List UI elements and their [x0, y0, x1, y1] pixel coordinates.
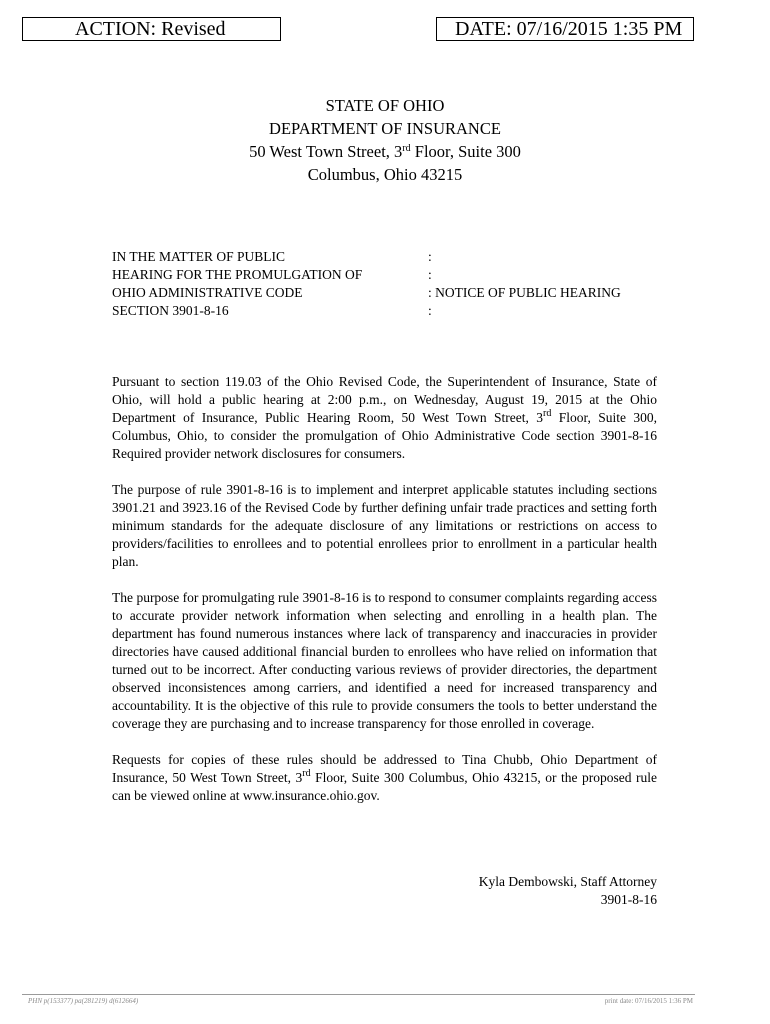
- date-label: DATE: 07/16/2015 1:35 PM: [455, 18, 683, 40]
- paragraph-rule-purpose: The purpose of rule 3901-8-16 is to implement and interpret applicable statutes including sections 3901.21 and 3923.16 of the Revised Code by further defining unfair trade practices and setting forth minimum standards for the adequate disclosure of any limitations or restrictions on access to providers/facilities to enrollees and to potential enrollees prior to enrollment in a particular health plan.: [112, 482, 657, 569]
- letterhead: [0, 94, 770, 186]
- caption-line: IN THE MATTER OF PUBLIC: [112, 249, 286, 264]
- footer-divider: [22, 994, 695, 995]
- signature-block: [400, 873, 657, 909]
- case-caption-right: [428, 248, 621, 320]
- caption-separator: :: [428, 249, 432, 264]
- department-name: DEPARTMENT OF INSURANCE: [269, 119, 501, 138]
- department-city: Columbus, Ohio 43215: [307, 165, 463, 184]
- caption-line: OHIO ADMINISTRATIVE CODE: [112, 285, 303, 300]
- paragraph-promulgation-purpose: The purpose for promulgating rule 3901-8-16 is to respond to consumer complaints regarding access to accurate provider network information when selecting and enrolling in a health plan. The department has found numerous instances where lack of transparency and inaccuracies in provider directories have caused additional financial burden to enrollees who have relied on information that turned out to be incorrect. After conducting various reviews of provider directories, the department observed inconsistences among carriers, and identified a need for increased transparency and accountability. It is the objective of this rule to provide consumers the tools to better understand the coverage they are purchasing and to increase transparency for those enrolled in coverage.: [112, 590, 657, 731]
- caption-separator: :: [428, 303, 432, 318]
- department-address: 50 West Town Street, 3rd Floor, Suite 300: [249, 142, 521, 161]
- notice-title: : NOTICE OF PUBLIC HEARING: [428, 285, 621, 300]
- footer-reference: PHN p(153377) pa(281219) d(612664): [28, 997, 139, 1005]
- caption-line: SECTION 3901-8-16: [112, 303, 229, 318]
- notice-body: [112, 373, 657, 823]
- case-caption-left: [112, 248, 362, 320]
- state-name: STATE OF OHIO: [325, 96, 445, 115]
- footer-print-date: print date: 07/16/2015 1:36 PM: [604, 997, 693, 1005]
- signatory-name: Kyla Dembowski, Staff Attorney: [478, 874, 657, 889]
- caption-separator: :: [428, 267, 432, 282]
- date-stamp: [436, 17, 694, 41]
- action-stamp: [22, 17, 281, 41]
- paragraph-requests: Requests for copies of these rules should be addressed to Tina Chubb, Ohio Department of Insurance, 50 West Town Street, 3rd Floor, Suite 300 Columbus, Ohio 43215, or the proposed rule can be viewed online at www.insurance.ohio.gov.: [112, 752, 657, 803]
- caption-line: HEARING FOR THE PROMULGATION OF: [112, 267, 363, 282]
- paragraph-hearing: Pursuant to section 119.03 of the Ohio Revised Code, the Superintendent of Insurance, State of Ohio, will hold a public hearing at 2:00 p.m., on Wednesday, August 19, 2015 at the Ohio Department of Insurance, Public Hearing Room, 50 West Town Street, 3rd Floor, Suite 300, Columbus, Ohio, to consider the promulgation of Ohio Administrative Code section 3901-8-16 Required provider network disclosures for consumers.: [112, 374, 658, 461]
- action-label: ACTION: Revised: [75, 18, 226, 40]
- rule-number: 3901-8-16: [600, 892, 657, 907]
